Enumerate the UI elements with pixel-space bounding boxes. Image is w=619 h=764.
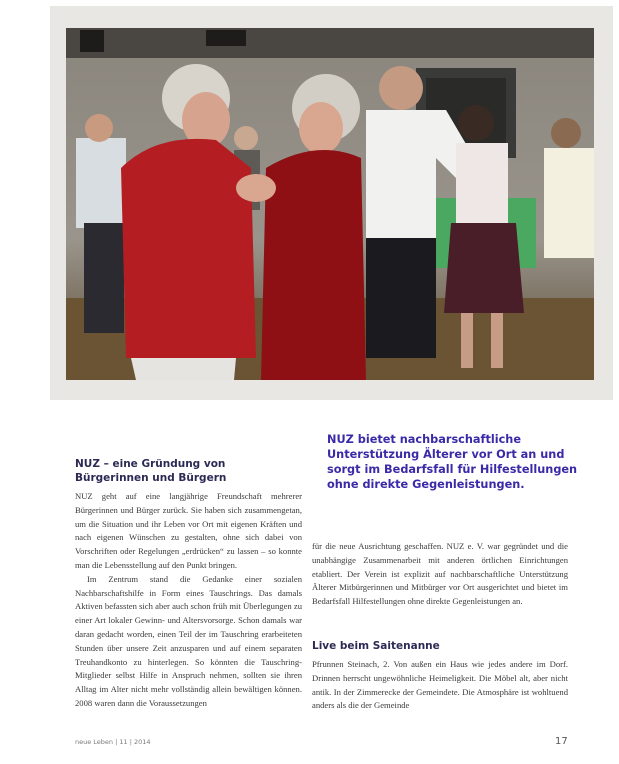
article-column-left bbox=[75, 490, 302, 711]
pull-quote: NUZ bietet nachbarschaftliche Unterstützung Älterer vor Ort an und sorgt im Bedarfsfall für Hilfestellungen ohne direkte Gegenleistungen. bbox=[327, 433, 578, 491]
photo-illustration bbox=[66, 28, 594, 380]
dancing-seniors-photo bbox=[66, 28, 594, 380]
page-number: 17 bbox=[555, 736, 568, 747]
article-column-right bbox=[312, 540, 568, 609]
paragraph: NUZ geht auf eine langjährige Freundschaft mehrerer Bürgerinnen und Bürger zurück. Sie haben sich zusammengetan, um die Situation und ihr Leben vor Ort mit eigenen Kräften und nach eigenen Wünschen zu gestalten, ohne sich dabei von Vorschriften oder Regelungen „erdrücken“ zu lassen – so konnte man die Lebensstellung auf den Punkt bringen. bbox=[75, 491, 302, 570]
section-heading-founding: NUZ – eine Gründung von Bürgerinnen und Bürgern bbox=[75, 458, 227, 484]
paragraph: Im Zentrum stand die Gedanke einer sozialen Nachbarschaftshilfe in Form eines Tauschrings. Das damals Aktiven befassten sich aber auch schon früh mit Überlegungen zu einer Art lokaler Gewinn- und Altersvorsorge. Schon damals war daran gedacht worden, einen Teil der im Tauschring erarbeiteten Stunden über unsere Zeit anzusparen und auf einem separaten Treuhandkonto zu hinterlegen. So könnten die Tauschring-Mitglieder selbst Hilfe in Anspruch nehmen, sollten sie ihren Alltag im Alter nicht mehr vollständig allein bewältigen können. 2008 waren dann die Voraussetzungen bbox=[75, 573, 302, 708]
footer-issue: neue Leben | 11 | 2014 bbox=[75, 738, 151, 746]
paragraph: Pfrunnen Steinach, 2. Von außen ein Haus wie jedes andere im Dorf. Drinnen herrscht ungewöhnliche Heimeligkeit. Die Möbel alt, aber nicht antik. In der Zimmerecke der Gemeindete. Die Atmosphäre ist wohltuend anders als die der Gemeinde bbox=[312, 659, 568, 711]
paragraph: für die neue Ausrichtung geschaffen. NUZ e. V. war gegründet und die unabhängige Zusammenarbeit mit anderen örtlichen Einrichtungen etabliert. Der Verein ist explizit auf nachbarschaftliche Unterstützung Älterer Mitbürgerinnen und Mitbürger vor Ort ausgerichtet und bietet im Bedarfsfall Hilfestellungen ohne direkte Gegenleistungen an. bbox=[312, 541, 568, 607]
section-heading-saitenanne: Live beim Saitenanne bbox=[312, 640, 440, 652]
article-column-right-lower bbox=[312, 658, 568, 713]
